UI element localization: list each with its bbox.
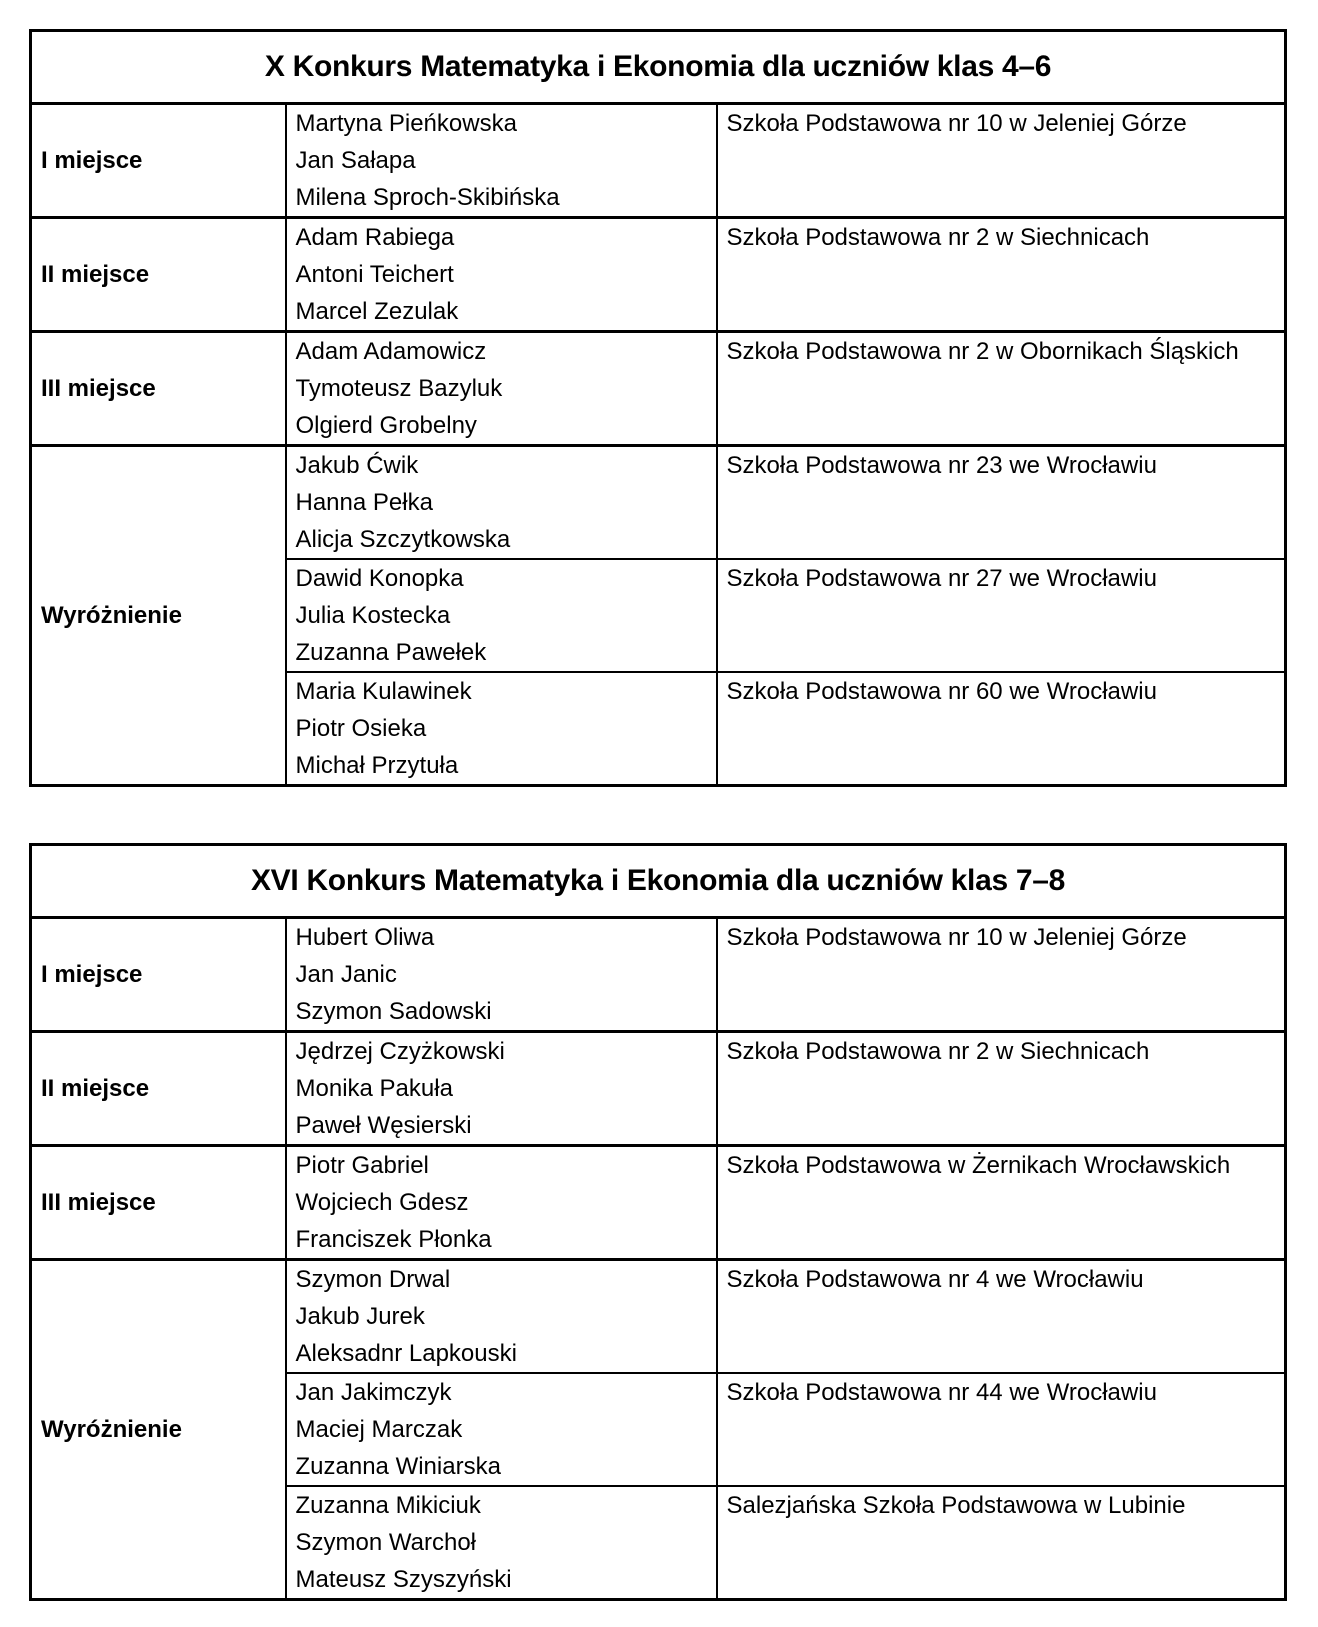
table-row — [31, 1146, 1286, 1260]
participant-name: Milena Sproch-Skibińska — [295, 184, 560, 211]
participant-names — [286, 1146, 717, 1260]
participant-name: Paweł Węsierski — [295, 1112, 472, 1139]
results-table-grades-4-6 — [29, 29, 1287, 787]
school-name: Szkoła Podstawowa nr 10 w Jeleniej Górze — [717, 104, 1286, 218]
table-row — [31, 918, 1286, 1032]
participant-name: Aleksadnr Lapkouski — [295, 1340, 517, 1367]
participant-name: Maciej Marczak — [295, 1416, 463, 1443]
participant-name: Piotr Gabriel — [295, 1152, 429, 1179]
school-name: Szkoła Podstawowa nr 10 w Jeleniej Górze — [717, 918, 1286, 1032]
participant-names — [286, 1373, 717, 1486]
place-label: III miejsce — [31, 1146, 286, 1260]
school-name: Szkoła Podstawowa nr 2 w Siechnicach — [717, 218, 1286, 332]
place-label: II miejsce — [31, 1032, 286, 1146]
table-row — [31, 218, 1286, 332]
participant-names — [286, 446, 717, 560]
participant-name: Wojciech Gdesz — [295, 1189, 469, 1216]
participant-name: Piotr Osieka — [295, 715, 427, 742]
participant-name: Szymon Warchoł — [295, 1529, 476, 1556]
participant-name: Adam Adamowicz — [295, 338, 487, 365]
school-name: Szkoła Podstawowa nr 2 w Obornikach Śląskich — [717, 332, 1286, 446]
participant-name: Marcel Zezulak — [295, 298, 459, 325]
participant-name: Adam Rabiega — [295, 224, 455, 251]
participant-name: Michał Przytuła — [295, 752, 459, 779]
school-name: Szkoła Podstawowa nr 4 we Wrocławiu — [717, 1260, 1286, 1374]
school-name: Szkoła Podstawowa nr 27 we Wrocławiu — [717, 559, 1286, 672]
school-name: Szkoła Podstawowa nr 23 we Wrocławiu — [717, 446, 1286, 560]
place-label: Wyróżnienie — [31, 446, 286, 786]
participant-name: Szymon Sadowski — [295, 998, 492, 1025]
table-row — [31, 332, 1286, 446]
participant-names — [286, 1032, 717, 1146]
participant-name: Mateusz Szyszyński — [295, 1566, 512, 1593]
participant-name: Alicja Szczytkowska — [295, 526, 511, 553]
place-label: I miejsce — [31, 918, 286, 1032]
participant-name: Zuzanna Winiarska — [295, 1453, 501, 1480]
participant-name: Maria Kulawinek — [295, 678, 472, 705]
participant-name: Jan Sałapa — [295, 147, 416, 174]
participant-names — [286, 1486, 717, 1600]
participant-name: Dawid Konopka — [295, 565, 464, 592]
school-name: Szkoła Podstawowa nr 60 we Wrocławiu — [717, 672, 1286, 786]
participant-name: Jakub Jurek — [295, 1303, 425, 1330]
participant-name: Olgierd Grobelny — [295, 412, 477, 439]
participant-names — [286, 1260, 717, 1374]
participant-names — [286, 104, 717, 218]
participant-names — [286, 672, 717, 786]
table-row — [31, 1260, 1286, 1374]
table-row — [31, 104, 1286, 218]
school-name: Szkoła Podstawowa nr 44 we Wrocławiu — [717, 1373, 1286, 1486]
participant-name: Julia Kostecka — [295, 602, 451, 629]
place-label: III miejsce — [31, 332, 286, 446]
table-row — [31, 1032, 1286, 1146]
participant-name: Martyna Pieńkowska — [295, 110, 517, 137]
participant-name: Jan Janic — [295, 961, 397, 988]
participant-name: Jakub Ćwik — [295, 452, 419, 479]
results-table-grades-7-8 — [29, 843, 1287, 1601]
participant-names — [286, 918, 717, 1032]
table-title: XVI Konkurs Matematyka i Ekonomia dla uczniów klas 7–8 — [31, 845, 1286, 918]
participant-name: Antoni Teichert — [295, 261, 454, 288]
participant-names — [286, 559, 717, 672]
school-name: Salezjańska Szkoła Podstawowa w Lubinie — [717, 1486, 1286, 1600]
participant-name: Szymon Drwal — [295, 1266, 451, 1293]
participant-names — [286, 218, 717, 332]
table-title: X Konkurs Matematyka i Ekonomia dla uczniów klas 4–6 — [31, 31, 1286, 104]
participant-name: Zuzanna Mikiciuk — [295, 1492, 481, 1519]
participant-name: Monika Pakuła — [295, 1075, 453, 1102]
place-label: I miejsce — [31, 104, 286, 218]
participant-name: Jan Jakimczyk — [295, 1379, 452, 1406]
participant-name: Hanna Pełka — [295, 489, 433, 516]
participant-name: Hubert Oliwa — [295, 924, 435, 951]
participant-name: Franciszek Płonka — [295, 1226, 492, 1253]
school-name: Szkoła Podstawowa w Żernikach Wrocławskich — [717, 1146, 1286, 1260]
participant-names — [286, 332, 717, 446]
place-label: Wyróżnienie — [31, 1260, 286, 1600]
school-name: Szkoła Podstawowa nr 2 w Siechnicach — [717, 1032, 1286, 1146]
participant-name: Tymoteusz Bazyluk — [295, 375, 503, 402]
participant-name: Zuzanna Pawełek — [295, 639, 487, 666]
participant-name: Jędrzej Czyżkowski — [295, 1038, 505, 1065]
table-row — [31, 446, 1286, 560]
place-label: II miejsce — [31, 218, 286, 332]
